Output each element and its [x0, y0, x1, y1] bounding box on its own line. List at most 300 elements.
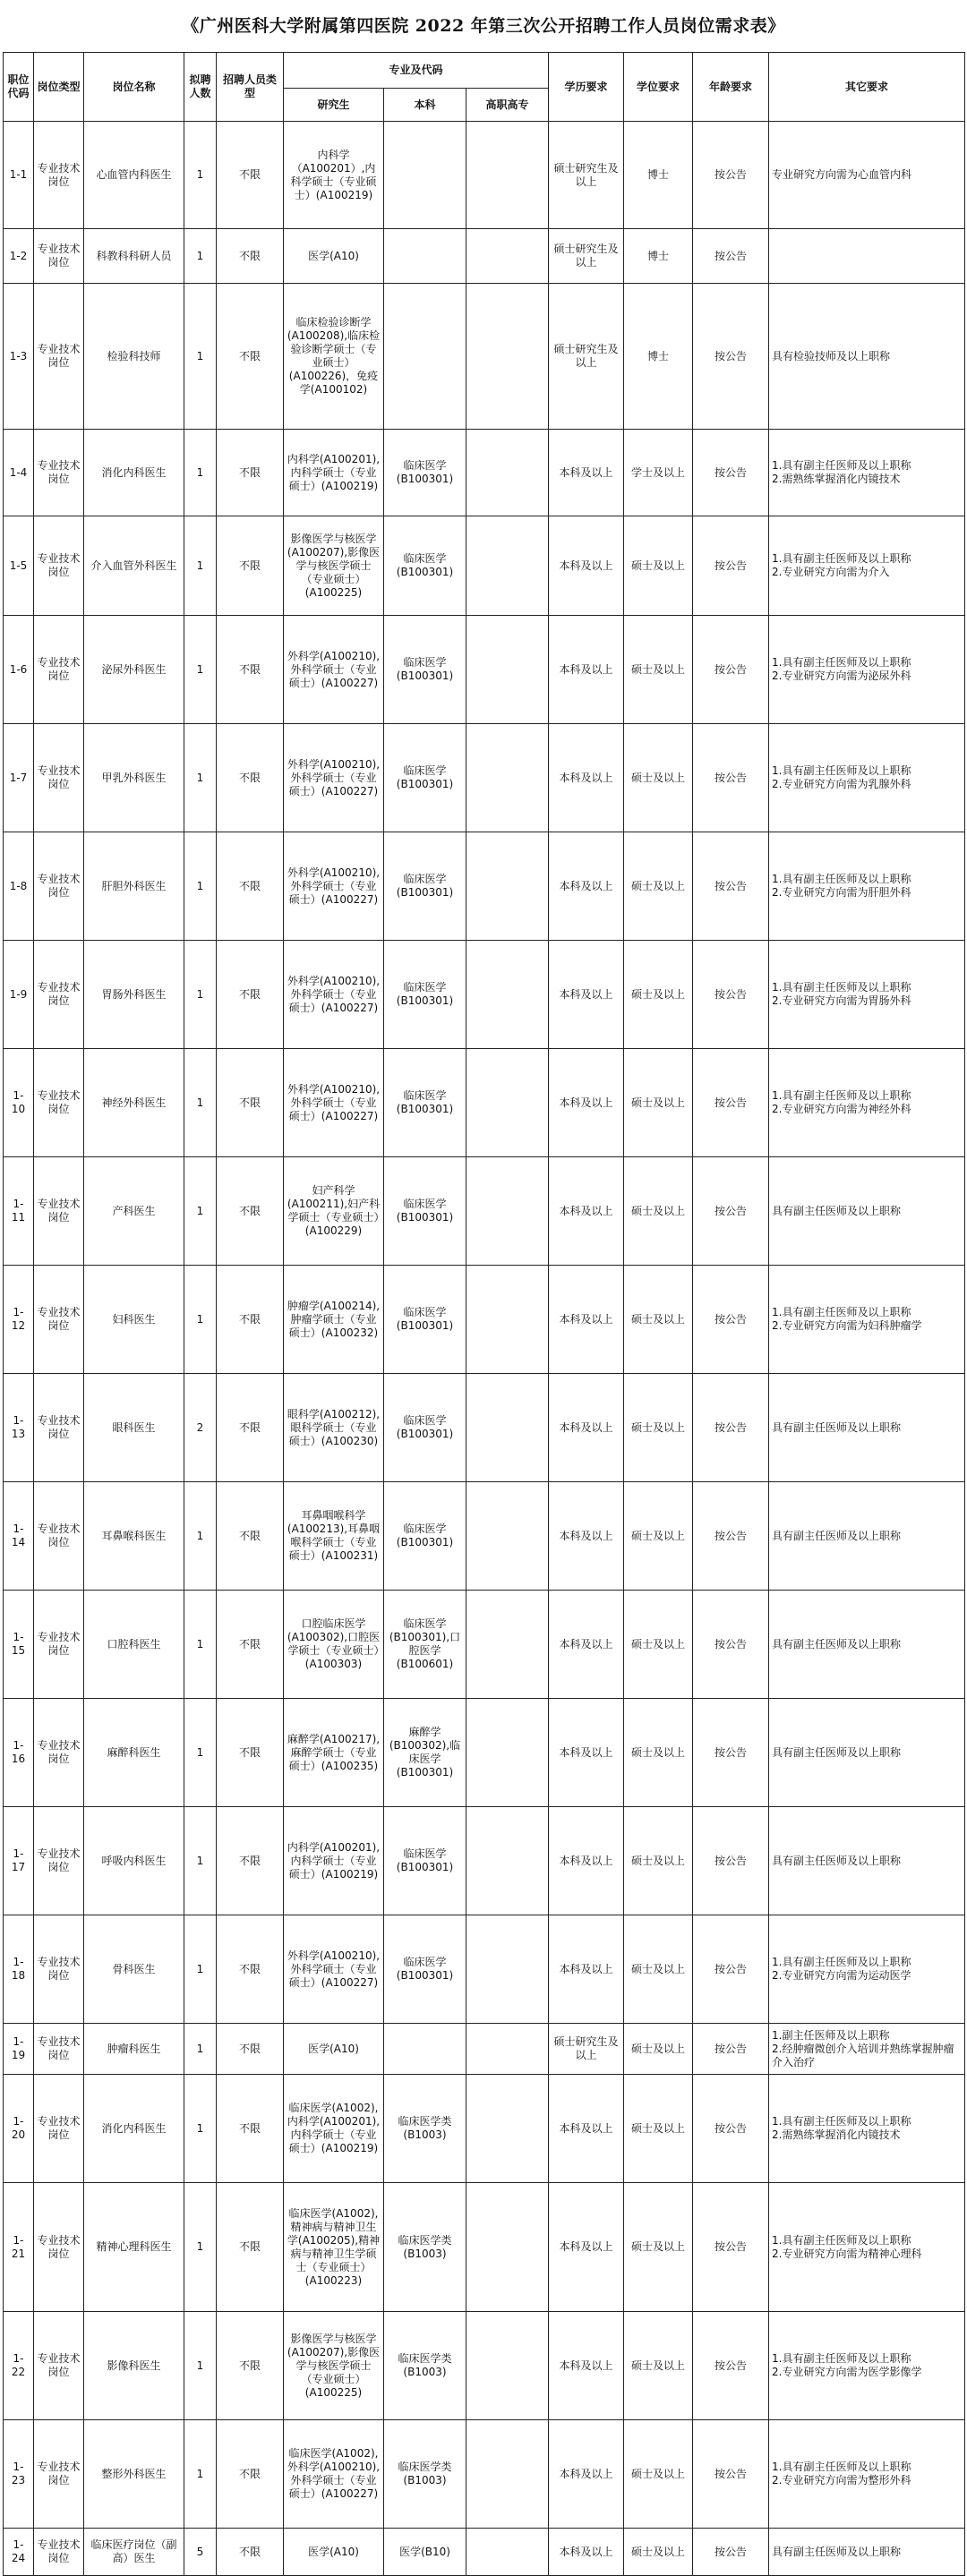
header-code: 职位代码 [4, 53, 34, 122]
headcount-cell: 1 [184, 1807, 217, 1915]
other-requirements-cell: 1.具有副主任医师及以上职称 2.专业研究方向需为整形外科 [769, 2420, 965, 2529]
education-requirement-cell: 本科及以上 [549, 1807, 624, 1915]
vocational-major-cell [466, 2312, 549, 2420]
position-type-cell: 专业技术岗位 [34, 1699, 84, 1807]
undergraduate-major-cell: 临床医学(B100301) [384, 1915, 466, 2024]
vocational-major-cell [466, 122, 549, 229]
headcount-cell: 1 [184, 1266, 217, 1374]
vocational-major-cell [466, 1915, 549, 2024]
degree-requirement-cell: 硕士及以上 [624, 941, 693, 1049]
education-requirement-cell: 本科及以上 [549, 2529, 624, 2576]
vocational-major-cell [466, 1266, 549, 1374]
vocational-major-cell [466, 2529, 549, 2576]
education-requirement-cell: 硕士研究生及以上 [549, 284, 624, 430]
graduate-major-cell: 影像医学与核医学(A100207),影像医学与核医学硕士（专业硕士）(A100225) [284, 516, 384, 616]
graduate-major-cell: 临床医学(A1002),精神病与精神卫生学(A100205),精神病与精神卫生学硕士（专业硕士）(A100223) [284, 2183, 384, 2312]
education-requirement-cell: 本科及以上 [549, 1266, 624, 1374]
position-code-cell: 1-17 [4, 1807, 34, 1915]
position-code-cell: 1-6 [4, 616, 34, 724]
age-requirement-cell: 按公告 [693, 941, 769, 1049]
position-type-cell: 专业技术岗位 [34, 616, 84, 724]
education-requirement-cell: 本科及以上 [549, 516, 624, 616]
age-requirement-cell: 按公告 [693, 122, 769, 229]
undergraduate-major-cell: 医学(B10) [384, 2529, 466, 2576]
person-type-cell: 不限 [217, 1915, 284, 2024]
header-name: 岗位名称 [84, 53, 184, 122]
person-type-cell: 不限 [217, 122, 284, 229]
table-row [4, 1915, 965, 2024]
person-type-cell: 不限 [217, 616, 284, 724]
headcount-cell: 1 [184, 2420, 217, 2529]
position-name-cell: 耳鼻喉科医生 [84, 1482, 184, 1591]
position-name-cell: 胃肠外科医生 [84, 941, 184, 1049]
undergraduate-major-cell: 临床医学(B100301) [384, 1482, 466, 1591]
header-age: 年龄要求 [693, 53, 769, 122]
position-name-cell: 临床医疗岗位（副高）医生 [84, 2529, 184, 2576]
position-type-cell: 专业技术岗位 [34, 1266, 84, 1374]
education-requirement-cell: 本科及以上 [549, 832, 624, 941]
age-requirement-cell: 按公告 [693, 1699, 769, 1807]
undergraduate-major-cell [384, 122, 466, 229]
person-type-cell: 不限 [217, 2183, 284, 2312]
education-requirement-cell: 本科及以上 [549, 616, 624, 724]
position-code-cell: 1-23 [4, 2420, 34, 2529]
age-requirement-cell: 按公告 [693, 516, 769, 616]
vocational-major-cell [466, 2075, 549, 2183]
vocational-major-cell [466, 1157, 549, 1266]
education-requirement-cell: 硕士研究生及以上 [549, 229, 624, 284]
person-type-cell: 不限 [217, 2075, 284, 2183]
undergraduate-major-cell: 临床医学类(B1003) [384, 2075, 466, 2183]
position-type-cell: 专业技术岗位 [34, 1049, 84, 1157]
position-code-cell: 1-4 [4, 430, 34, 516]
other-requirements-cell: 具有副主任医师及以上职称 [769, 1807, 965, 1915]
other-requirements-cell: 1.具有副主任医师及以上职称 2.专业研究方向需为运动医学 [769, 1915, 965, 2024]
age-requirement-cell: 按公告 [693, 430, 769, 516]
undergraduate-major-cell: 临床医学类(B1003) [384, 2183, 466, 2312]
headcount-cell: 1 [184, 2312, 217, 2420]
position-name-cell: 甲乳外科医生 [84, 724, 184, 832]
table-row [4, 2183, 965, 2312]
undergraduate-major-cell [384, 2024, 466, 2075]
graduate-major-cell: 临床医学(A1002),外科学(A100210),外科学硕士（专业硕士）(A100227) [284, 2420, 384, 2529]
vocational-major-cell [466, 941, 549, 1049]
graduate-major-cell: 肿瘤学(A100214),肿瘤学硕士（专业硕士）(A100232) [284, 1266, 384, 1374]
position-type-cell: 专业技术岗位 [34, 1157, 84, 1266]
position-type-cell: 专业技术岗位 [34, 229, 84, 284]
education-requirement-cell: 本科及以上 [549, 1049, 624, 1157]
header-row [4, 53, 965, 89]
degree-requirement-cell: 硕士及以上 [624, 1807, 693, 1915]
position-code-cell: 1-7 [4, 724, 34, 832]
degree-requirement-cell: 硕士及以上 [624, 2183, 693, 2312]
person-type-cell: 不限 [217, 1157, 284, 1266]
position-type-cell: 专业技术岗位 [34, 2312, 84, 2420]
education-requirement-cell: 本科及以上 [549, 430, 624, 516]
position-name-cell: 口腔科医生 [84, 1591, 184, 1699]
position-name-cell: 产科医生 [84, 1157, 184, 1266]
headcount-cell: 1 [184, 122, 217, 229]
page-title: 《广州医科大学附属第四医院 2022 年第三次公开招聘工作人员岗位需求表》 [182, 16, 785, 36]
headcount-cell: 1 [184, 2183, 217, 2312]
degree-requirement-cell: 硕士及以上 [624, 832, 693, 941]
graduate-major-cell: 内科学（A100201）,内科学硕士（专业硕士）(A100219) [284, 122, 384, 229]
headcount-cell: 1 [184, 1482, 217, 1591]
position-code-cell: 1-1 [4, 122, 34, 229]
headcount-cell: 1 [184, 1591, 217, 1699]
person-type-cell: 不限 [217, 1482, 284, 1591]
position-name-cell: 精神心理科医生 [84, 2183, 184, 2312]
header-degree: 学位要求 [624, 53, 693, 122]
position-name-cell: 麻醉科医生 [84, 1699, 184, 1807]
graduate-major-cell: 临床医学(A1002),内科学(A100201),内科学硕士（专业硕士）(A100219) [284, 2075, 384, 2183]
position-name-cell: 消化内科医生 [84, 2075, 184, 2183]
table-row [4, 941, 965, 1049]
undergraduate-major-cell: 临床医学类(B1003) [384, 2420, 466, 2529]
position-code-cell: 1-15 [4, 1591, 34, 1699]
degree-requirement-cell: 硕士及以上 [624, 1157, 693, 1266]
age-requirement-cell: 按公告 [693, 2420, 769, 2529]
degree-requirement-cell: 硕士及以上 [624, 1482, 693, 1591]
headcount-cell: 1 [184, 2024, 217, 2075]
education-requirement-cell: 本科及以上 [549, 941, 624, 1049]
header-count: 拟聘人数 [184, 53, 217, 122]
headcount-cell: 2 [184, 1374, 217, 1482]
degree-requirement-cell: 硕士及以上 [624, 1049, 693, 1157]
vocational-major-cell [466, 832, 549, 941]
person-type-cell: 不限 [217, 2420, 284, 2529]
position-name-cell: 心血管内科医生 [84, 122, 184, 229]
position-code-cell: 1-5 [4, 516, 34, 616]
person-type-cell: 不限 [217, 2024, 284, 2075]
headcount-cell: 5 [184, 2529, 217, 2576]
position-code-cell: 1-13 [4, 1374, 34, 1482]
headcount-cell: 1 [184, 1049, 217, 1157]
position-code-cell: 1-21 [4, 2183, 34, 2312]
position-type-cell: 专业技术岗位 [34, 941, 84, 1049]
graduate-major-cell: 医学(A10) [284, 2529, 384, 2576]
age-requirement-cell: 按公告 [693, 1374, 769, 1482]
graduate-major-cell: 外科学(A100210),外科学硕士（专业硕士）(A100227) [284, 832, 384, 941]
person-type-cell: 不限 [217, 430, 284, 516]
other-requirements-cell: 1.具有副主任医师及以上职称 2.专业研究方向需为妇科肿瘤学 [769, 1266, 965, 1374]
degree-requirement-cell: 硕士及以上 [624, 1591, 693, 1699]
position-name-cell: 检验科技师 [84, 284, 184, 430]
position-name-cell: 神经外科医生 [84, 1049, 184, 1157]
education-requirement-cell: 本科及以上 [549, 1374, 624, 1482]
table-row [4, 1157, 965, 1266]
position-type-cell: 专业技术岗位 [34, 284, 84, 430]
other-requirements-cell: 1.具有副主任医师及以上职称 2.需熟练掌握消化内镜技术 [769, 430, 965, 516]
graduate-major-cell: 外科学(A100210),外科学硕士（专业硕士）(A100227) [284, 724, 384, 832]
position-code-cell: 1-8 [4, 832, 34, 941]
undergraduate-major-cell: 临床医学(B100301) [384, 724, 466, 832]
undergraduate-major-cell: 临床医学(B100301) [384, 941, 466, 1049]
undergraduate-major-cell: 临床医学(B100301) [384, 832, 466, 941]
age-requirement-cell: 按公告 [693, 1049, 769, 1157]
position-type-cell: 专业技术岗位 [34, 516, 84, 616]
vocational-major-cell [466, 2420, 549, 2529]
vocational-major-cell [466, 2024, 549, 2075]
vocational-major-cell [466, 1699, 549, 1807]
undergraduate-major-cell: 临床医学(B100301) [384, 1266, 466, 1374]
age-requirement-cell: 按公告 [693, 2183, 769, 2312]
age-requirement-cell: 按公告 [693, 2529, 769, 2576]
degree-requirement-cell: 硕士及以上 [624, 1266, 693, 1374]
headcount-cell: 1 [184, 430, 217, 516]
other-requirements-cell: 具有副主任医师及以上职称 [769, 1591, 965, 1699]
vocational-major-cell [466, 1807, 549, 1915]
vocational-major-cell [466, 430, 549, 516]
position-type-cell: 专业技术岗位 [34, 122, 84, 229]
graduate-major-cell: 外科学(A100210),外科学硕士（专业硕士）(A100227) [284, 1049, 384, 1157]
person-type-cell: 不限 [217, 284, 284, 430]
other-requirements-cell: 1.具有副主任医师及以上职称 2.专业研究方向需为乳腺外科 [769, 724, 965, 832]
header-major-group: 专业及代码 [284, 53, 549, 89]
position-code-cell: 1-19 [4, 2024, 34, 2075]
table-row [4, 122, 965, 229]
graduate-major-cell: 外科学(A100210),外科学硕士（专业硕士）(A100227) [284, 941, 384, 1049]
table-row [4, 1591, 965, 1699]
education-requirement-cell: 本科及以上 [549, 2183, 624, 2312]
position-code-cell: 1-10 [4, 1049, 34, 1157]
table-row [4, 1482, 965, 1591]
position-type-cell: 专业技术岗位 [34, 2024, 84, 2075]
person-type-cell: 不限 [217, 1699, 284, 1807]
position-code-cell: 1-24 [4, 2529, 34, 2576]
person-type-cell: 不限 [217, 229, 284, 284]
age-requirement-cell: 按公告 [693, 1591, 769, 1699]
position-code-cell: 1-12 [4, 1266, 34, 1374]
table-row [4, 1266, 965, 1374]
other-requirements-cell: 1.具有副主任医师及以上职称 2.专业研究方向需为介入 [769, 516, 965, 616]
education-requirement-cell: 本科及以上 [549, 1157, 624, 1266]
degree-requirement-cell: 硕士及以上 [624, 1374, 693, 1482]
position-code-cell: 1-3 [4, 284, 34, 430]
table-row [4, 724, 965, 832]
degree-requirement-cell: 博士 [624, 284, 693, 430]
header-vocational: 高职高专 [466, 89, 549, 122]
undergraduate-major-cell: 临床医学(B100301) [384, 1049, 466, 1157]
header-other: 其它要求 [769, 53, 965, 122]
undergraduate-major-cell: 临床医学(B100301),口腔医学(B100601) [384, 1591, 466, 1699]
graduate-major-cell: 外科学(A100210),外科学硕士（专业硕士）(A100227) [284, 616, 384, 724]
graduate-major-cell: 眼科学(A100212),眼科学硕士（专业硕士）(A100230) [284, 1374, 384, 1482]
table-body [4, 122, 965, 2576]
headcount-cell: 1 [184, 941, 217, 1049]
position-code-cell: 1-14 [4, 1482, 34, 1591]
degree-requirement-cell: 硕士及以上 [624, 1915, 693, 2024]
graduate-major-cell: 内科学(A100201),内科学硕士（专业硕士）(A100219) [284, 430, 384, 516]
position-type-cell: 专业技术岗位 [34, 430, 84, 516]
person-type-cell: 不限 [217, 724, 284, 832]
other-requirements-cell: 1.具有副主任医师及以上职称 2.专业研究方向需为医学影像学 [769, 2312, 965, 2420]
position-code-cell: 1-18 [4, 1915, 34, 2024]
undergraduate-major-cell [384, 284, 466, 430]
other-requirements-cell: 具有副主任医师及以上职称 [769, 1157, 965, 1266]
age-requirement-cell: 按公告 [693, 1266, 769, 1374]
age-requirement-cell: 按公告 [693, 284, 769, 430]
undergraduate-major-cell: 临床医学(B100301) [384, 430, 466, 516]
graduate-major-cell: 医学(A10) [284, 229, 384, 284]
education-requirement-cell: 硕士研究生及以上 [549, 2024, 624, 2075]
degree-requirement-cell: 硕士及以上 [624, 2075, 693, 2183]
age-requirement-cell: 按公告 [693, 1807, 769, 1915]
position-type-cell: 专业技术岗位 [34, 1591, 84, 1699]
graduate-major-cell: 耳鼻咽喉科学(A100213),耳鼻咽喉科学硕士（专业硕士）(A100231) [284, 1482, 384, 1591]
age-requirement-cell: 按公告 [693, 2024, 769, 2075]
other-requirements-cell: 专业研究方向需为心血管内科 [769, 122, 965, 229]
headcount-cell: 1 [184, 832, 217, 941]
education-requirement-cell: 本科及以上 [549, 2420, 624, 2529]
undergraduate-major-cell: 临床医学(B100301) [384, 516, 466, 616]
education-requirement-cell: 本科及以上 [549, 1482, 624, 1591]
table-row [4, 1374, 965, 1482]
headcount-cell: 1 [184, 1915, 217, 2024]
person-type-cell: 不限 [217, 1374, 284, 1482]
vocational-major-cell [466, 1591, 549, 1699]
education-requirement-cell: 本科及以上 [549, 1915, 624, 2024]
undergraduate-major-cell [384, 229, 466, 284]
graduate-major-cell: 内科学(A100201),内科学硕士（专业硕士）(A100219) [284, 1807, 384, 1915]
table-row [4, 616, 965, 724]
undergraduate-major-cell: 临床医学类(B1003) [384, 2312, 466, 2420]
person-type-cell: 不限 [217, 1591, 284, 1699]
graduate-major-cell: 外科学(A100210),外科学硕士（专业硕士）(A100227) [284, 1915, 384, 2024]
graduate-major-cell: 口腔临床医学(A100302),口腔医学硕士（专业硕士）(A100303) [284, 1591, 384, 1699]
age-requirement-cell: 按公告 [693, 616, 769, 724]
person-type-cell: 不限 [217, 941, 284, 1049]
position-type-cell: 专业技术岗位 [34, 2183, 84, 2312]
other-requirements-cell: 1.具有副主任医师及以上职称 2.专业研究方向需为肝胆外科 [769, 832, 965, 941]
table-row [4, 284, 965, 430]
age-requirement-cell: 按公告 [693, 724, 769, 832]
table-row [4, 2024, 965, 2075]
header-type: 岗位类型 [34, 53, 84, 122]
graduate-major-cell: 医学(A10) [284, 2024, 384, 2075]
other-requirements-cell: 具有检验技师及以上职称 [769, 284, 965, 430]
education-requirement-cell: 本科及以上 [549, 1591, 624, 1699]
vocational-major-cell [466, 616, 549, 724]
vocational-major-cell [466, 1374, 549, 1482]
position-name-cell: 妇科医生 [84, 1266, 184, 1374]
position-type-cell: 专业技术岗位 [34, 1807, 84, 1915]
headcount-cell: 1 [184, 1157, 217, 1266]
degree-requirement-cell: 硕士及以上 [624, 616, 693, 724]
headcount-cell: 1 [184, 284, 217, 430]
age-requirement-cell: 按公告 [693, 2075, 769, 2183]
header-person-type: 招聘人员类型 [217, 53, 284, 122]
education-requirement-cell: 硕士研究生及以上 [549, 122, 624, 229]
education-requirement-cell: 本科及以上 [549, 724, 624, 832]
table-row [4, 1699, 965, 1807]
position-name-cell: 呼吸内科医生 [84, 1807, 184, 1915]
education-requirement-cell: 本科及以上 [549, 2312, 624, 2420]
other-requirements-cell: 具有副主任医师及以上职称 [769, 1482, 965, 1591]
other-requirements-cell: 具有副主任医师及以上职称 [769, 2529, 965, 2576]
job-requirements-table [3, 52, 965, 2576]
headcount-cell: 1 [184, 616, 217, 724]
age-requirement-cell: 按公告 [693, 2312, 769, 2420]
person-type-cell: 不限 [217, 1049, 284, 1157]
table-row [4, 2312, 965, 2420]
graduate-major-cell: 影像医学与核医学(A100207),影像医学与核医学硕士（专业硕士）(A100225) [284, 2312, 384, 2420]
undergraduate-major-cell: 麻醉学(B100302),临床医学(B100301) [384, 1699, 466, 1807]
other-requirements-cell [769, 229, 965, 284]
other-requirements-cell: 1.具有副主任医师及以上职称 2.专业研究方向需为精神心理科 [769, 2183, 965, 2312]
other-requirements-cell: 1.具有副主任医师及以上职称 2.专业研究方向需为神经外科 [769, 1049, 965, 1157]
education-requirement-cell: 本科及以上 [549, 1699, 624, 1807]
age-requirement-cell: 按公告 [693, 832, 769, 941]
position-type-cell: 专业技术岗位 [34, 2529, 84, 2576]
age-requirement-cell: 按公告 [693, 1915, 769, 2024]
vocational-major-cell [466, 2183, 549, 2312]
table-row [4, 832, 965, 941]
headcount-cell: 1 [184, 1699, 217, 1807]
age-requirement-cell: 按公告 [693, 1482, 769, 1591]
other-requirements-cell: 1.具有副主任医师及以上职称 2.需熟练掌握消化内镜技术 [769, 2075, 965, 2183]
table-row [4, 516, 965, 616]
table-row [4, 2529, 965, 2576]
person-type-cell: 不限 [217, 516, 284, 616]
position-name-cell: 影像科医生 [84, 2312, 184, 2420]
position-type-cell: 专业技术岗位 [34, 1915, 84, 2024]
degree-requirement-cell: 博士 [624, 229, 693, 284]
position-name-cell: 泌尿外科医生 [84, 616, 184, 724]
other-requirements-cell: 1.具有副主任医师及以上职称 2.专业研究方向需为泌尿外科 [769, 616, 965, 724]
position-name-cell: 消化内科医生 [84, 430, 184, 516]
age-requirement-cell: 按公告 [693, 1157, 769, 1266]
other-requirements-cell: 1.具有副主任医师及以上职称 2.专业研究方向需为胃肠外科 [769, 941, 965, 1049]
position-code-cell: 1-2 [4, 229, 34, 284]
degree-requirement-cell: 博士 [624, 122, 693, 229]
degree-requirement-cell: 硕士及以上 [624, 724, 693, 832]
vocational-major-cell [466, 229, 549, 284]
header-education: 学历要求 [549, 53, 624, 122]
person-type-cell: 不限 [217, 1266, 284, 1374]
table-row [4, 2420, 965, 2529]
degree-requirement-cell: 硕士及以上 [624, 2312, 693, 2420]
other-requirements-cell: 1.副主任医师及以上职称 2.经肿瘤微创介入培训并熟练掌握肿瘤介入治疗 [769, 2024, 965, 2075]
undergraduate-major-cell: 临床医学(B100301) [384, 616, 466, 724]
position-name-cell: 介入血管外科医生 [84, 516, 184, 616]
header-grad: 研究生 [284, 89, 384, 122]
vocational-major-cell [466, 724, 549, 832]
degree-requirement-cell: 硕士及以上 [624, 1699, 693, 1807]
position-type-cell: 专业技术岗位 [34, 1482, 84, 1591]
degree-requirement-cell: 学士及以上 [624, 430, 693, 516]
position-type-cell: 专业技术岗位 [34, 2420, 84, 2529]
undergraduate-major-cell: 临床医学(B100301) [384, 1157, 466, 1266]
position-type-cell: 专业技术岗位 [34, 832, 84, 941]
graduate-major-cell: 临床检验诊断学(A100208),临床检验诊断学硕士（专业硕士）(A100226)，免疫学(A100102) [284, 284, 384, 430]
table-row [4, 430, 965, 516]
degree-requirement-cell: 硕士及以上 [624, 2024, 693, 2075]
position-name-cell: 肿瘤科医生 [84, 2024, 184, 2075]
person-type-cell: 不限 [217, 2312, 284, 2420]
headcount-cell: 1 [184, 516, 217, 616]
table-row [4, 1807, 965, 1915]
headcount-cell: 1 [184, 2075, 217, 2183]
person-type-cell: 不限 [217, 1807, 284, 1915]
vocational-major-cell [466, 516, 549, 616]
position-name-cell: 科教科科研人员 [84, 229, 184, 284]
position-code-cell: 1-9 [4, 941, 34, 1049]
vocational-major-cell [466, 284, 549, 430]
position-name-cell: 骨科医生 [84, 1915, 184, 2024]
table-row [4, 1049, 965, 1157]
position-code-cell: 1-22 [4, 2312, 34, 2420]
